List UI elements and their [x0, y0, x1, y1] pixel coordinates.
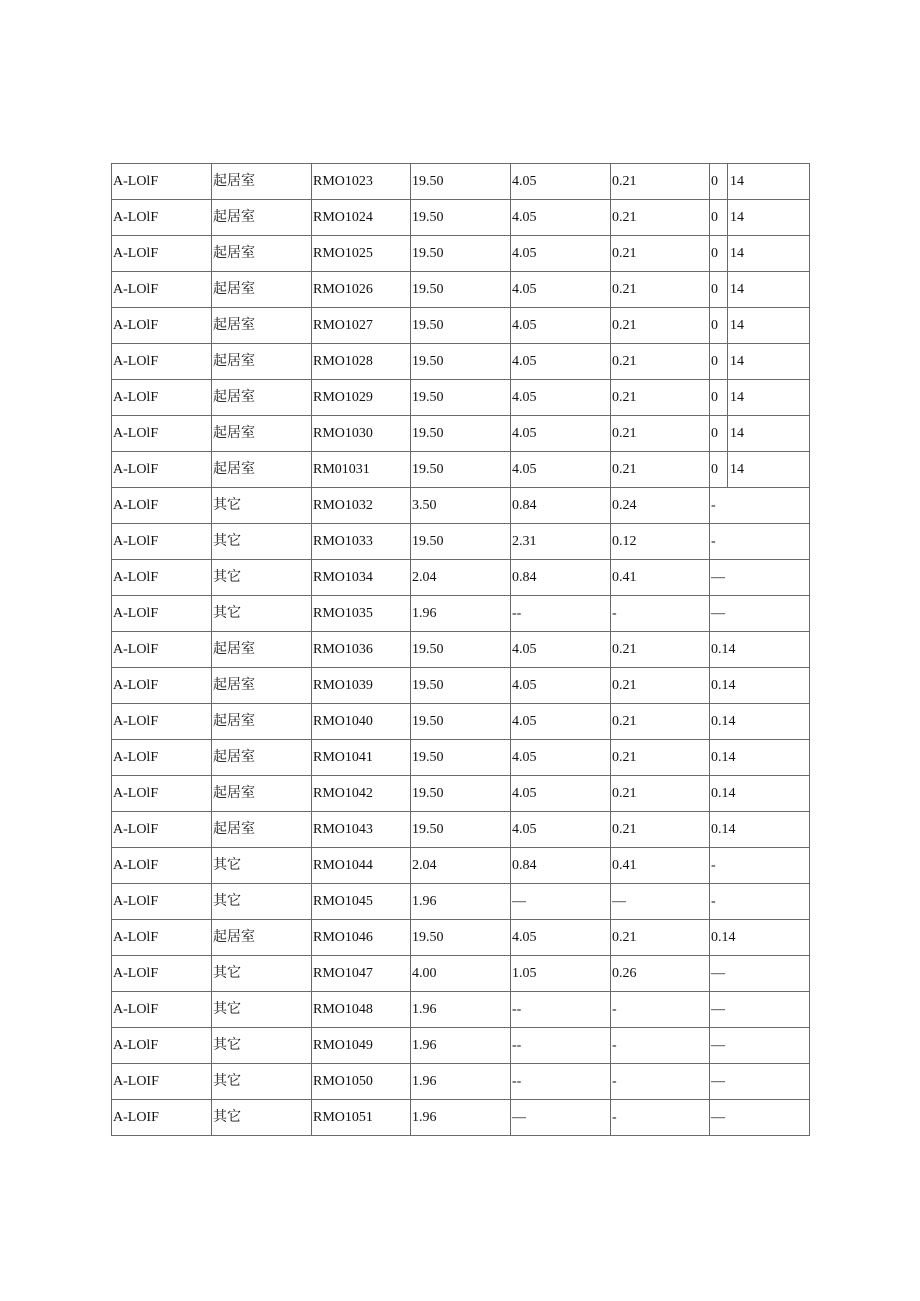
area-cell: 19.50 — [411, 452, 511, 488]
split-part-b: 14 — [730, 318, 744, 333]
value-d-cell: - — [710, 848, 810, 884]
room-id-cell: RMO1046 — [312, 920, 411, 956]
floor-cell: A-LOlF — [112, 164, 212, 200]
table-row — [112, 200, 810, 236]
value-c-cell: 0.26 — [611, 956, 710, 992]
value-d-cell: 0.14 — [710, 812, 810, 848]
split-part-b: 14 — [730, 462, 744, 477]
room-id-cell: RMO1044 — [312, 848, 411, 884]
room-id-cell: RMO1032 — [312, 488, 411, 524]
floor-cell: A-LOlF — [112, 992, 212, 1028]
table-row — [112, 344, 810, 380]
room-id-cell: RMO1025 — [312, 236, 411, 272]
table-row — [112, 236, 810, 272]
table-row — [112, 524, 810, 560]
area-cell: 19.50 — [411, 272, 511, 308]
room-id-cell: RMO1036 — [312, 632, 411, 668]
floor-cell: A-LOlF — [112, 848, 212, 884]
area-cell: 19.50 — [411, 776, 511, 812]
split-wrap — [710, 380, 809, 415]
table-row — [112, 272, 810, 308]
table-row — [112, 164, 810, 200]
room-id-cell: RMO1040 — [312, 704, 411, 740]
room-type-cell: 起居室 — [212, 164, 312, 200]
table-row — [112, 380, 810, 416]
split-wrap — [710, 452, 809, 487]
room-id-cell: RMO1035 — [312, 596, 411, 632]
room-type-cell: 起居室 — [212, 920, 312, 956]
area-cell: 19.50 — [411, 380, 511, 416]
value-c-cell: - — [611, 1100, 710, 1136]
value-b-cell: 4.05 — [511, 632, 611, 668]
value-c-cell: 0.21 — [611, 668, 710, 704]
area-cell: 2.04 — [411, 848, 511, 884]
split-part-a: 0 — [710, 200, 728, 235]
room-id-cell: RMO1024 — [312, 200, 411, 236]
value-d-cell-split — [710, 344, 810, 380]
value-b-cell: 4.05 — [511, 344, 611, 380]
table-row — [112, 848, 810, 884]
room-type-cell: 其它 — [212, 560, 312, 596]
split-part-b: 14 — [730, 390, 744, 405]
value-b-cell: 4.05 — [511, 668, 611, 704]
room-type-cell: 起居室 — [212, 632, 312, 668]
value-b-cell: 4.05 — [511, 272, 611, 308]
room-type-cell: 其它 — [212, 956, 312, 992]
room-id-cell: RMO1048 — [312, 992, 411, 1028]
table-row — [112, 1064, 810, 1100]
value-b-cell: 4.05 — [511, 164, 611, 200]
split-part-a: 0 — [710, 416, 728, 451]
value-c-cell: 0.21 — [611, 416, 710, 452]
area-cell: 3.50 — [411, 488, 511, 524]
room-type-cell: 起居室 — [212, 740, 312, 776]
split-wrap — [710, 200, 809, 235]
value-d-cell: 0.14 — [710, 632, 810, 668]
value-d-cell: 0.14 — [710, 776, 810, 812]
table-row — [112, 488, 810, 524]
split-part-b: 14 — [730, 282, 744, 297]
area-cell: 19.50 — [411, 632, 511, 668]
split-wrap — [710, 236, 809, 271]
room-id-cell: RMO1034 — [312, 560, 411, 596]
room-id-cell: RMO1047 — [312, 956, 411, 992]
room-type-cell: 起居室 — [212, 272, 312, 308]
room-type-cell: 其它 — [212, 884, 312, 920]
area-cell: 19.50 — [411, 812, 511, 848]
value-d-cell-split — [710, 452, 810, 488]
value-c-cell: 0.21 — [611, 704, 710, 740]
floor-cell: A-LOlF — [112, 416, 212, 452]
room-type-cell: 其它 — [212, 992, 312, 1028]
table-row — [112, 560, 810, 596]
value-b-cell: 4.05 — [511, 812, 611, 848]
table-row — [112, 1100, 810, 1136]
table-row — [112, 416, 810, 452]
table-row — [112, 452, 810, 488]
value-b-cell: 4.05 — [511, 776, 611, 812]
value-d-cell: — — [710, 1064, 810, 1100]
split-part-a: 0 — [710, 344, 728, 379]
floor-cell: A-LOlF — [112, 704, 212, 740]
floor-cell: A-LOlF — [112, 956, 212, 992]
area-cell: 19.50 — [411, 668, 511, 704]
room-id-cell: RMO1051 — [312, 1100, 411, 1136]
value-d-cell-split — [710, 236, 810, 272]
room-id-cell: RM01031 — [312, 452, 411, 488]
value-c-cell: 0.21 — [611, 452, 710, 488]
table-row — [112, 704, 810, 740]
table-row — [112, 632, 810, 668]
value-b-cell: 0.84 — [511, 848, 611, 884]
area-cell: 4.00 — [411, 956, 511, 992]
room-id-cell: RMO1039 — [312, 668, 411, 704]
value-b-cell: 2.31 — [511, 524, 611, 560]
value-d-cell: - — [710, 524, 810, 560]
area-cell: 19.50 — [411, 704, 511, 740]
value-c-cell: - — [611, 1064, 710, 1100]
floor-cell: A-LOlF — [112, 1028, 212, 1064]
value-c-cell: - — [611, 596, 710, 632]
value-d-cell-split — [710, 416, 810, 452]
split-wrap — [710, 164, 809, 199]
value-b-cell: — — [511, 1100, 611, 1136]
floor-cell: A-LOlF — [112, 452, 212, 488]
value-c-cell: 0.21 — [611, 164, 710, 200]
room-id-cell: RMO1027 — [312, 308, 411, 344]
room-type-cell: 其它 — [212, 1100, 312, 1136]
value-d-cell-split — [710, 164, 810, 200]
value-d-cell: — — [710, 1028, 810, 1064]
floor-cell: A-LOlF — [112, 236, 212, 272]
floor-cell: A-LOIF — [112, 1064, 212, 1100]
room-type-cell: 其它 — [212, 848, 312, 884]
value-b-cell: — — [511, 884, 611, 920]
area-cell: 19.50 — [411, 920, 511, 956]
room-id-cell: RMO1042 — [312, 776, 411, 812]
area-cell: 19.50 — [411, 236, 511, 272]
area-cell: 19.50 — [411, 200, 511, 236]
split-part-a: 0 — [710, 308, 728, 343]
table-row — [112, 308, 810, 344]
table-row — [112, 776, 810, 812]
room-type-cell: 起居室 — [212, 704, 312, 740]
split-wrap — [710, 308, 809, 343]
table-row — [112, 596, 810, 632]
value-b-cell: 0.84 — [511, 488, 611, 524]
room-id-cell: RMO1050 — [312, 1064, 411, 1100]
room-type-cell: 起居室 — [212, 344, 312, 380]
room-type-cell: 起居室 — [212, 236, 312, 272]
table-row — [112, 1028, 810, 1064]
table-row — [112, 920, 810, 956]
value-c-cell: 0.21 — [611, 920, 710, 956]
room-id-cell: RMO1033 — [312, 524, 411, 560]
table-body — [112, 164, 810, 1136]
value-c-cell: 0.21 — [611, 380, 710, 416]
value-d-cell: — — [710, 992, 810, 1028]
value-d-cell-split — [710, 380, 810, 416]
value-c-cell: - — [611, 1028, 710, 1064]
floor-cell: A-LOlF — [112, 272, 212, 308]
area-cell: 2.04 — [411, 560, 511, 596]
floor-cell: A-LOlF — [112, 344, 212, 380]
room-type-cell: 其它 — [212, 488, 312, 524]
room-type-cell: 其它 — [212, 524, 312, 560]
floor-cell: A-LOlF — [112, 920, 212, 956]
floor-cell: A-LOlF — [112, 776, 212, 812]
split-part-b: 14 — [730, 174, 744, 189]
value-b-cell: 4.05 — [511, 380, 611, 416]
value-b-cell: 4.05 — [511, 200, 611, 236]
room-id-cell: RMO1029 — [312, 380, 411, 416]
area-cell: 1.96 — [411, 596, 511, 632]
data-table — [111, 163, 810, 1136]
area-cell: 19.50 — [411, 308, 511, 344]
area-cell: 19.50 — [411, 416, 511, 452]
value-b-cell: 4.05 — [511, 452, 611, 488]
value-b-cell: 4.05 — [511, 920, 611, 956]
value-c-cell: 0.21 — [611, 812, 710, 848]
room-type-cell: 起居室 — [212, 308, 312, 344]
room-id-cell: RMO1030 — [312, 416, 411, 452]
room-id-cell: RMO1049 — [312, 1028, 411, 1064]
value-c-cell: 0.21 — [611, 632, 710, 668]
value-c-cell: 0.41 — [611, 560, 710, 596]
area-cell: 1.96 — [411, 884, 511, 920]
split-part-a: 0 — [710, 380, 728, 415]
floor-cell: A-LOlF — [112, 884, 212, 920]
floor-cell: A-LOlF — [112, 596, 212, 632]
floor-cell: A-LOlF — [112, 740, 212, 776]
split-wrap — [710, 416, 809, 451]
floor-cell: A-LOlF — [112, 524, 212, 560]
room-id-cell: RMO1028 — [312, 344, 411, 380]
value-d-cell: - — [710, 884, 810, 920]
value-b-cell: -- — [511, 992, 611, 1028]
value-c-cell: 0.21 — [611, 236, 710, 272]
area-cell: 19.50 — [411, 344, 511, 380]
split-part-a: 0 — [710, 272, 728, 307]
value-b-cell: 4.05 — [511, 416, 611, 452]
value-d-cell: — — [710, 560, 810, 596]
table-row — [112, 884, 810, 920]
split-part-b: 14 — [730, 210, 744, 225]
table-row — [112, 740, 810, 776]
value-c-cell: 0.21 — [611, 272, 710, 308]
value-c-cell: 0.21 — [611, 308, 710, 344]
floor-cell: A-LOlF — [112, 308, 212, 344]
floor-cell: A-LOlF — [112, 200, 212, 236]
value-d-cell: 0.14 — [710, 740, 810, 776]
split-wrap — [710, 272, 809, 307]
room-type-cell: 起居室 — [212, 812, 312, 848]
room-id-cell: RMO1026 — [312, 272, 411, 308]
value-d-cell: — — [710, 1100, 810, 1136]
value-c-cell: 0.41 — [611, 848, 710, 884]
room-type-cell: 起居室 — [212, 380, 312, 416]
value-d-cell-split — [710, 200, 810, 236]
value-c-cell: 0.24 — [611, 488, 710, 524]
value-d-cell: 0.14 — [710, 920, 810, 956]
area-cell: 19.50 — [411, 740, 511, 776]
room-type-cell: 其它 — [212, 1064, 312, 1100]
table-row — [112, 956, 810, 992]
room-id-cell: RMO1043 — [312, 812, 411, 848]
split-part-a: 0 — [710, 164, 728, 199]
room-type-cell: 其它 — [212, 1028, 312, 1064]
room-type-cell: 起居室 — [212, 668, 312, 704]
table-row — [112, 668, 810, 704]
room-type-cell: 起居室 — [212, 200, 312, 236]
room-type-cell: 起居室 — [212, 416, 312, 452]
value-b-cell: 0.84 — [511, 560, 611, 596]
split-part-b: 14 — [730, 354, 744, 369]
area-cell: 19.50 — [411, 164, 511, 200]
value-c-cell: 0.12 — [611, 524, 710, 560]
value-c-cell: 0.21 — [611, 200, 710, 236]
value-d-cell: — — [710, 956, 810, 992]
area-cell: 1.96 — [411, 1100, 511, 1136]
split-part-b: 14 — [730, 246, 744, 261]
value-b-cell: 4.05 — [511, 704, 611, 740]
floor-cell: A-LOlF — [112, 668, 212, 704]
room-type-cell: 起居室 — [212, 452, 312, 488]
value-b-cell: 4.05 — [511, 236, 611, 272]
area-cell: 1.96 — [411, 992, 511, 1028]
room-id-cell: RMO1045 — [312, 884, 411, 920]
value-b-cell: -- — [511, 1064, 611, 1100]
value-b-cell: 4.05 — [511, 308, 611, 344]
room-id-cell: RMO1023 — [312, 164, 411, 200]
value-c-cell: 0.21 — [611, 740, 710, 776]
split-part-a: 0 — [710, 452, 728, 487]
area-cell: 1.96 — [411, 1064, 511, 1100]
area-cell: 1.96 — [411, 1028, 511, 1064]
area-cell: 19.50 — [411, 524, 511, 560]
table-row — [112, 812, 810, 848]
value-d-cell: 0.14 — [710, 668, 810, 704]
split-part-b: 14 — [730, 426, 744, 441]
value-b-cell: 1.05 — [511, 956, 611, 992]
value-c-cell: 0.21 — [611, 344, 710, 380]
table-row — [112, 992, 810, 1028]
value-b-cell: -- — [511, 596, 611, 632]
value-c-cell: 0.21 — [611, 776, 710, 812]
floor-cell: A-LOlF — [112, 488, 212, 524]
room-type-cell: 起居室 — [212, 776, 312, 812]
value-d-cell: — — [710, 596, 810, 632]
room-id-cell: RMO1041 — [312, 740, 411, 776]
value-b-cell: 4.05 — [511, 740, 611, 776]
split-part-a: 0 — [710, 236, 728, 271]
value-c-cell: - — [611, 992, 710, 1028]
value-b-cell: -- — [511, 1028, 611, 1064]
floor-cell: A-LOIF — [112, 1100, 212, 1136]
value-d-cell: 0.14 — [710, 704, 810, 740]
floor-cell: A-LOlF — [112, 632, 212, 668]
floor-cell: A-LOlF — [112, 560, 212, 596]
value-d-cell: - — [710, 488, 810, 524]
split-wrap — [710, 344, 809, 379]
value-d-cell-split — [710, 272, 810, 308]
room-type-cell: 其它 — [212, 596, 312, 632]
value-d-cell-split — [710, 308, 810, 344]
floor-cell: A-LOlF — [112, 812, 212, 848]
floor-cell: A-LOlF — [112, 380, 212, 416]
value-c-cell: — — [611, 884, 710, 920]
